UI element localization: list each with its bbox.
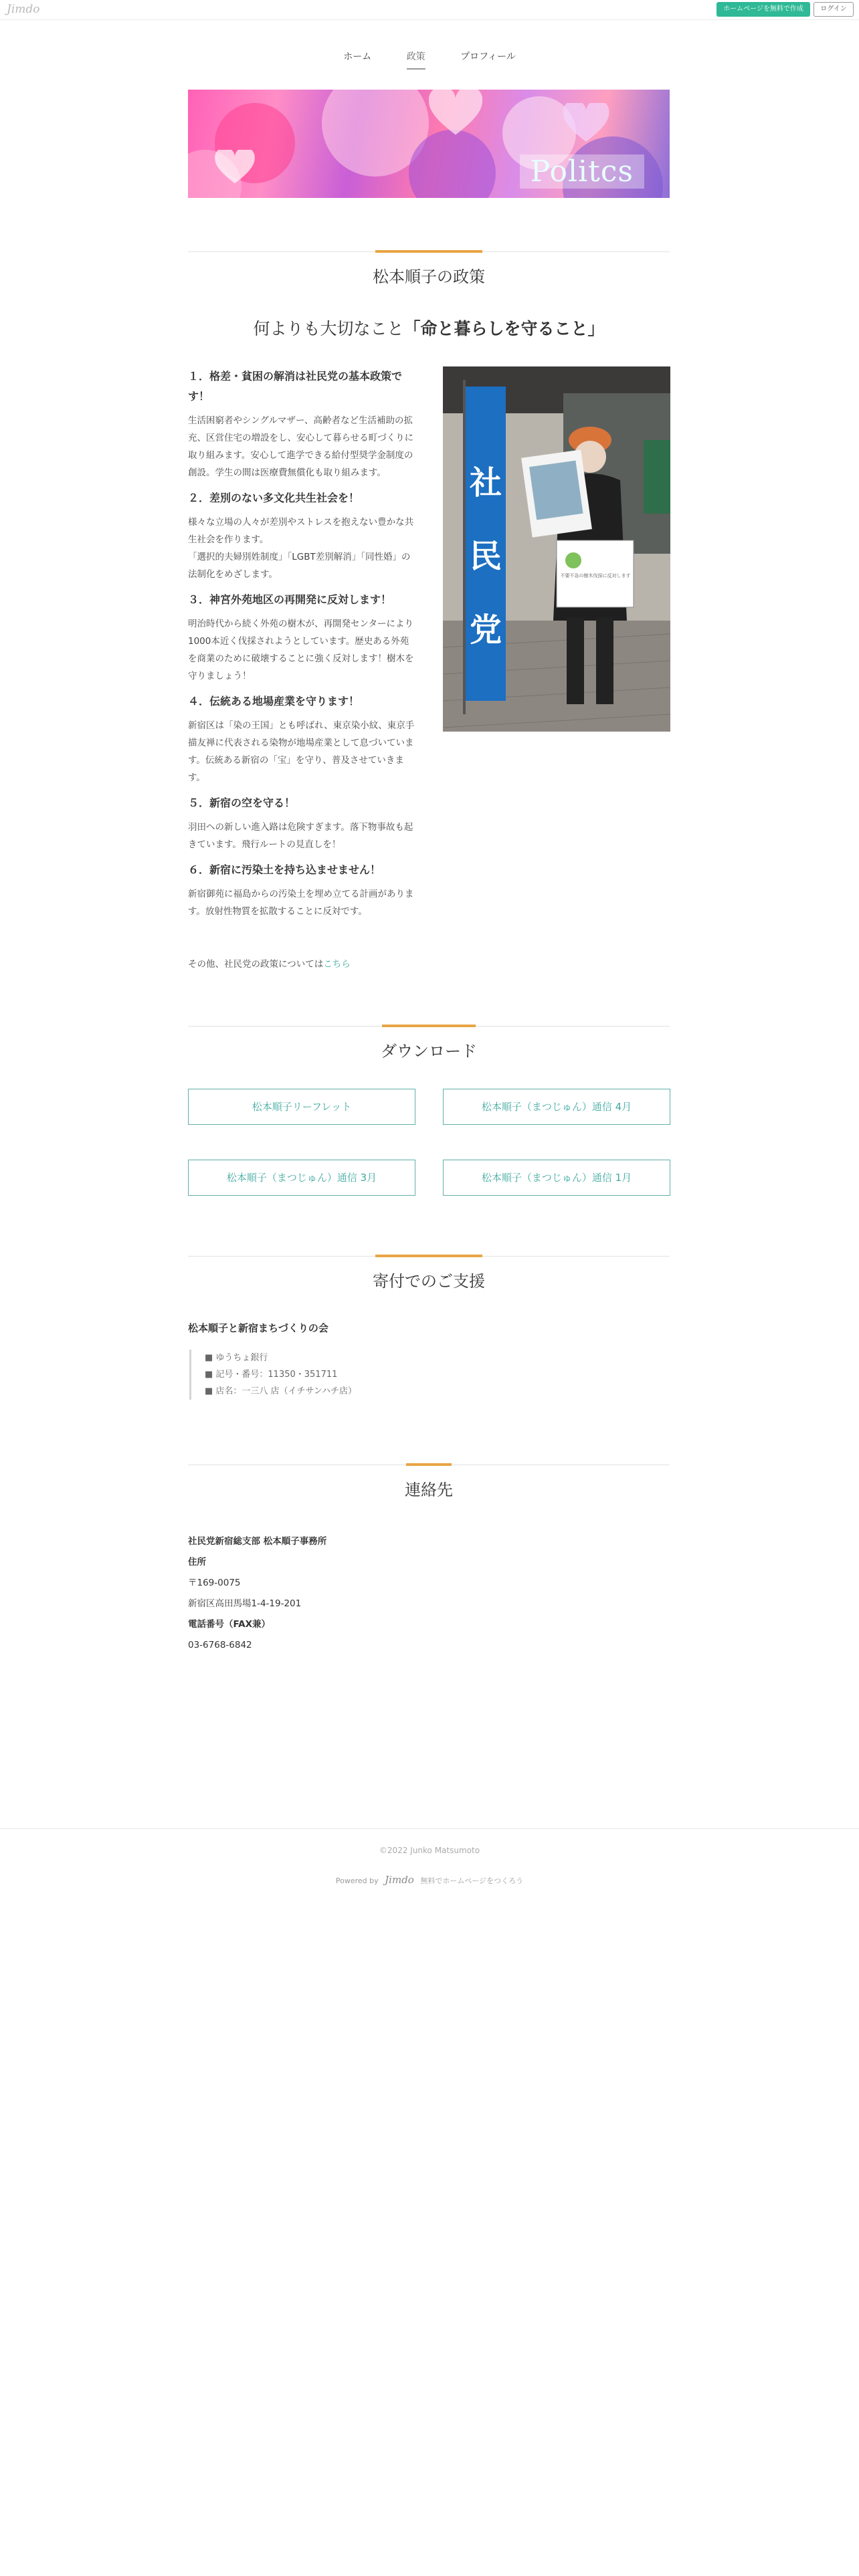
heart-icon [215,150,255,185]
bank-info [189,1350,357,1400]
heart-icon [429,90,482,136]
policy-body: 明治時代から続く外苑の樹木が、再開発センターにより1000本近く伐採されようとしています。歴史ある外苑を商業のために破壊することに強く反対します！樹木を守りましょう！ [188,619,414,681]
donation-org-name: 松本順子と新宿まちづくりの会 [188,1322,328,1334]
postal-code: 〒169-0075 [188,1578,241,1588]
policy-body-line: 様々な立場の人々が差別やストレスを抱えない豊かな共生社会を作ります。 [188,517,414,545]
bank-info-line: ■ 店名：一三八 店（イチサンハチ店） [205,1386,357,1396]
donation-section-title: 寄付でのご支援 [373,1272,485,1291]
banner-char: 党 [469,611,502,649]
sign-text: 不要不急の樹木伐採に反対します [560,573,631,578]
address: 新宿区高田馬場1-4-19-201 [188,1598,302,1609]
banner-char: 民 [469,538,502,575]
section-accent [382,1025,476,1027]
phone-number[interactable]: 03-6768-6842 [188,1640,252,1650]
policy-heading: ６．新宿に汚染土を持ち込ませません！ [188,863,381,876]
top-bar [0,0,859,20]
jimdo-footer-logo[interactable]: Jimdo [385,1874,414,1886]
tagline-prefix: 何よりも大切なこと [253,319,404,338]
more-policies-text: その他、社民党の政策については [188,959,324,970]
more-policies-link[interactable]: こちら [323,959,351,970]
download-button-leaflet[interactable]: 松本順子リーフレット [188,1089,415,1125]
section-accent [375,1255,482,1257]
banner-char: 社 [469,464,502,502]
more-policies [188,956,351,970]
section-accent [375,250,482,253]
policy-heading: ５．新宿の空を守る！ [188,796,296,809]
address-label: 住所 [188,1557,206,1568]
hero-title: Politcs [520,154,644,189]
jimdo-logo[interactable]: Jimdo [7,3,40,16]
policy-body [188,514,415,583]
contact-section-title: 連絡先 [405,1481,453,1499]
powered-by [0,1874,859,1886]
nav-item-profile[interactable]: プロフィール [460,51,516,62]
policy-heading: １．格差・貧困の解消は社民党の基本政策です！ [188,370,403,403]
nav-item-home[interactable]: ホーム [343,51,372,62]
policy-heading: ２．差別のない多文化共生社会を！ [188,492,360,504]
policy-body: 新宿御苑に福島からの汚染土を埋め立てる計画があります。放射性物質を拡散することに反対です。 [188,889,414,917]
main-nav [0,49,859,70]
policy-body: 新宿区は「染の王国」とも呼ばれ、東京染小紋、東京手描友禅に代表される染物が地場産業として息づいています。伝統ある新宿の「宝」を守り、普及させていきます。 [188,720,415,783]
powered-prefix: Powered by [335,1876,379,1885]
download-section-title: ダウンロード [381,1042,477,1061]
bank-info-line: ■ ゆうちょ銀行 [205,1353,268,1363]
policy-body: 羽田への新しい進入路は危険すぎます。落下物事故も起きています。飛行ルートの見直しを！ [188,822,413,850]
contact-info [188,1531,326,1656]
policy-body-line: 「選択的夫婦別姓制度」「LGBT差別解消」「同性婚」の法制化をめざします。 [188,552,411,580]
policy-list [188,366,415,927]
section-accent [406,1463,452,1466]
bank-info-line: ■ 記号・番号：11350・351711 [205,1370,338,1380]
heart-icon [563,103,609,143]
nav-item-policy[interactable]: 政策 [407,49,425,70]
powered-suffix[interactable]: 無料でホームページをつくろう [420,1876,524,1885]
copyright: ©2022 Junko Matsumoto [379,1846,480,1855]
hero-banner [188,90,670,198]
footer-divider [0,1828,859,1829]
create-homepage-button[interactable]: ホームページを無料で作成 [717,2,810,17]
contact-org: 社民党新宿総支部 松本順子事務所 [188,1536,327,1547]
policy-section-title: 松本順子の政策 [373,267,485,286]
campaign-photo [443,366,670,732]
tagline-emphasis: 「命と暮らしを守ること」 [403,319,605,338]
download-button-april[interactable]: 松本順子（まつじゅん）通信 4月 [443,1089,670,1125]
policy-heading: ４．伝統ある地場産業を守ります！ [188,695,360,708]
download-button-january[interactable]: 松本順子（まつじゅん）通信 1月 [443,1160,670,1196]
policy-body: 生活困窮者やシングルマザー、高齢者など生活補助の拡充、区営住宅の増設をし、安心して暮らせる町づくりに取り組みます。安心して進学できる給付型奨学金制度の創設。学生の間は医療費無償化も取り組みます。 [188,415,414,478]
phone-label: 電話番号（FAX兼） [188,1619,271,1630]
policy-heading: ３．神宮外苑地区の再開発に反対します！ [188,593,392,606]
policy-tagline [188,316,670,340]
download-button-march[interactable]: 松本順子（まつじゅん）通信 3月 [188,1160,415,1196]
login-button[interactable]: ログイン [814,2,854,17]
